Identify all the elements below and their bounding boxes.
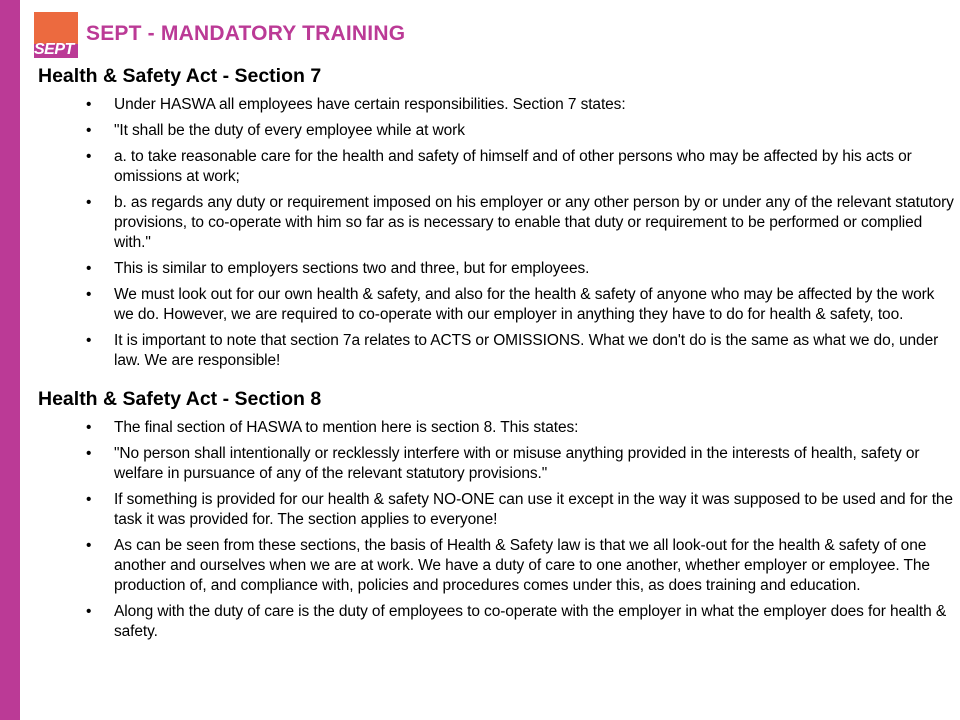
sept-logo: [34, 12, 78, 56]
bullet-glyph: •: [86, 603, 92, 620]
bullet-item: [38, 444, 954, 484]
bullet-text: If something is provided for our health & safety NO-ONE can use it except in the way it was supposed to be used and for the task it was provided for. The section applies to everyone!: [114, 491, 953, 528]
section-7-bullet-list: [38, 95, 954, 371]
bullet-glyph: •: [86, 122, 92, 139]
bullet-glyph: •: [86, 260, 92, 277]
bullet-item: [38, 259, 954, 279]
bullet-item: [38, 536, 954, 596]
bullet-glyph: •: [86, 148, 92, 165]
bullet-text: "It shall be the duty of every employee while at work: [114, 122, 465, 139]
bullet-glyph: •: [86, 194, 92, 211]
section-7-heading: Health & Safety Act - Section 7: [38, 65, 322, 87]
bullet-text: We must look out for our own health & safety, and also for the health & safety of anyone who may be affected by the work we do. However, we are required to co-operate with our employer in anything they have to do for health & safety, too.: [114, 286, 935, 323]
page-title: SEPT - MANDATORY TRAINING: [86, 22, 406, 45]
bullet-glyph: •: [86, 332, 92, 349]
bullet-text: "No person shall intentionally or recklessly interfere with or misuse anything provided in the interests of health, safety or welfare in pursuance of any of the relevant statutory provisions.": [114, 445, 920, 482]
bullet-item: [38, 331, 954, 371]
bullet-text: The final section of HASWA to mention here is section 8. This states:: [114, 419, 579, 436]
bullet-text: Along with the duty of care is the duty of employees to co-operate with the employer in what the employer does for health & safety.: [114, 603, 947, 640]
bullet-glyph: •: [86, 286, 92, 303]
bullet-item: [38, 490, 954, 530]
bullet-glyph: •: [86, 491, 92, 508]
section-8-bullet-list: [38, 418, 954, 642]
bullet-text: b. as regards any duty or requirement imposed on his employer or any other person by or under any of the relevant statutory provisions, to co-operate with him so far as is necessary to enable that duty or requirement to be performed or complied with.": [114, 194, 954, 251]
slide-content: [38, 64, 954, 648]
bullet-item: [38, 418, 954, 438]
bullet-text: a. to take reasonable care for the health and safety of himself and of other persons who may be affected by his acts or omissions at work;: [114, 148, 912, 185]
bullet-glyph: •: [86, 445, 92, 462]
bullet-glyph: •: [86, 96, 92, 113]
bullet-item: [38, 193, 954, 253]
bullet-item: [38, 147, 954, 187]
bullet-text: It is important to note that section 7a relates to ACTS or OMISSIONS. What we don't do is the same as what we do, under law. We are responsible!: [114, 332, 939, 369]
bullet-item: [38, 285, 954, 325]
bullet-glyph: •: [86, 419, 92, 436]
bullet-text: Under HASWA all employees have certain responsibilities. Section 7 states:: [114, 96, 626, 113]
bullet-item: [38, 121, 954, 141]
logo-text: SEPT: [34, 41, 74, 58]
bullet-text: This is similar to employers sections two and three, but for employees.: [114, 260, 590, 277]
bullet-item: [38, 95, 954, 115]
left-accent-bar: [0, 0, 20, 720]
bullet-item: [38, 602, 954, 642]
section-8-heading: Health & Safety Act - Section 8: [38, 388, 322, 410]
bullet-text: As can be seen from these sections, the basis of Health & Safety law is that we all look-out for the health & safety of one another and ourselves when we are at work. We have a duty of care to one another, whether employer or employee. The production of, and compliance with, policies and procedures comes under this, as does training and education.: [114, 537, 930, 594]
bullet-glyph: •: [86, 537, 92, 554]
